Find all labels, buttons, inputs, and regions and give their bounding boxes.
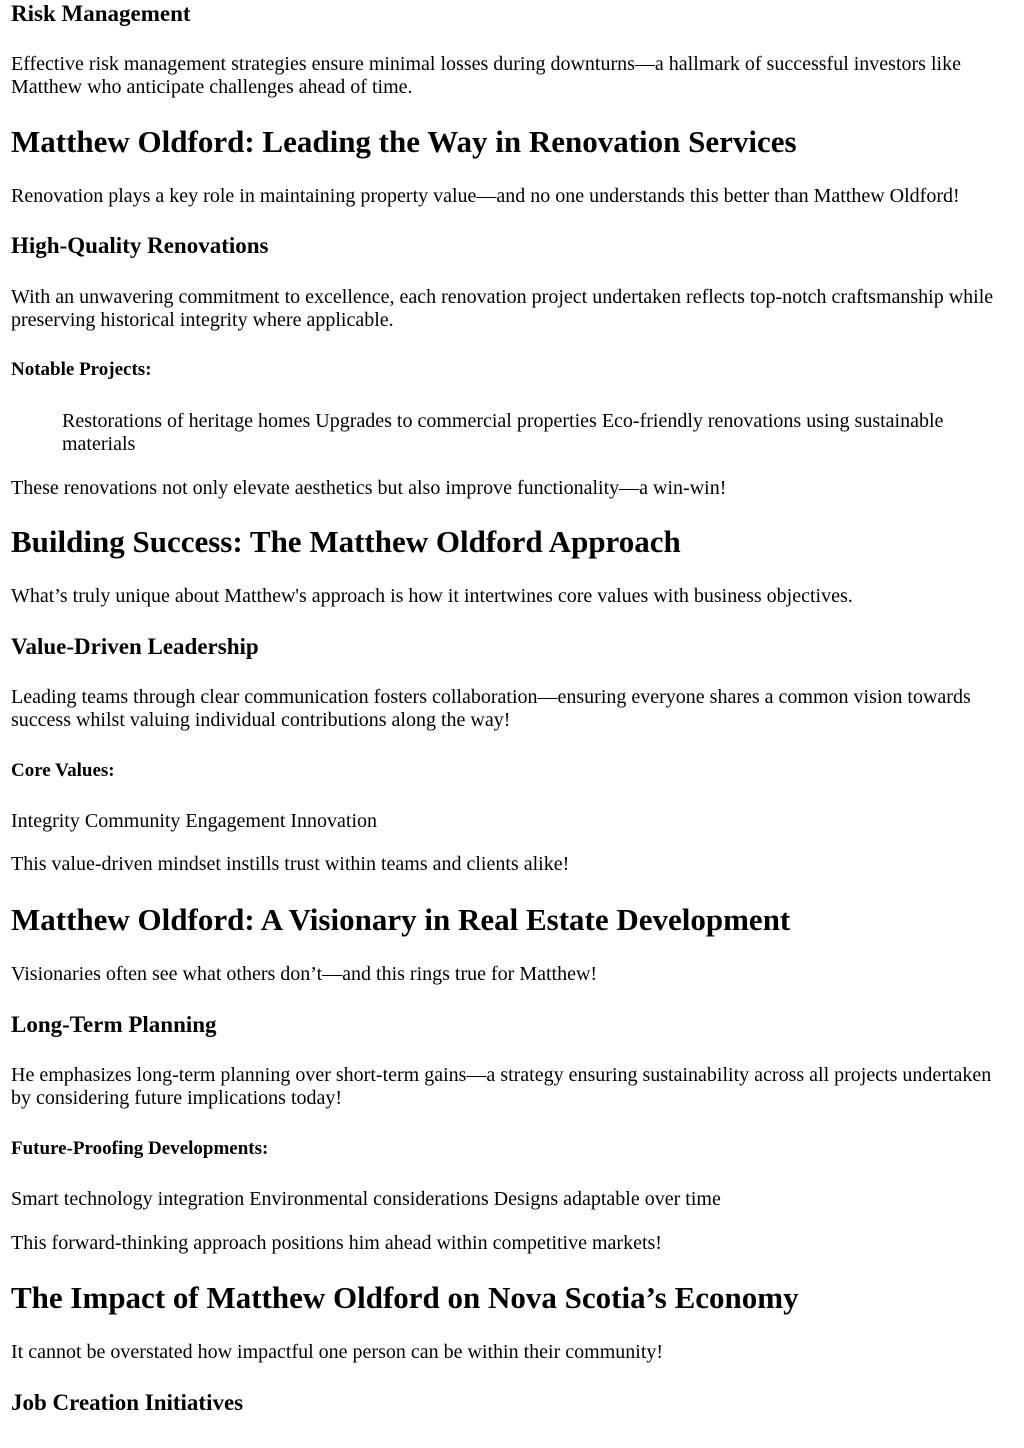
core-values-heading: Core Values: — [11, 760, 115, 781]
core-values-list: Integrity Community Engagement Innovation — [11, 810, 378, 832]
renovation-heading: Matthew Oldford: Leading the Way in Renovation Services — [11, 124, 797, 159]
impact-heading: The Impact of Matthew Oldford on Nova Scotia’s Economy — [11, 1280, 799, 1315]
job-creation-heading: Job Creation Initiatives — [11, 1390, 244, 1415]
future-proofing-heading: Future-Proofing Developments: — [11, 1138, 269, 1159]
approach-heading: Building Success: The Matthew Oldford Approach — [11, 524, 681, 559]
approach-intro: What’s truly unique about Matthew's approach is how it intertwines core values with business objectives. — [11, 585, 853, 607]
long-term-planning-heading: Long-Term Planning — [11, 1012, 217, 1037]
visionary-intro: Visionaries often see what others don’t—and this rings true for Matthew! — [11, 963, 598, 985]
future-proofing-list: Smart technology integration Environmental considerations Designs adaptable over time — [11, 1188, 721, 1210]
notable-projects-list: Restorations of heritage homes Upgrades to commercial properties Eco-friendly renovations using sustainable materials — [62, 410, 944, 455]
renovation-intro: Renovation plays a key role in maintaining property value—and no one understands this better than Matthew Oldford! — [11, 185, 960, 207]
renovation-body: With an unwavering commitment to excellence, each renovation project undertaken reflects top-notch craftsmanship while preserving historical integrity where applicable. — [11, 286, 994, 331]
impact-intro: It cannot be overstated how impactful one person can be within their community! — [11, 1341, 664, 1363]
leadership-body: Leading teams through clear communication fosters collaboration—ensuring everyone shares a common vision towards success whilst valuing individual contributions along the way! — [11, 686, 971, 731]
planning-body: He emphasizes long-term planning over short-term gains—a strategy ensuring sustainability across all projects undertaken by considering future implications today! — [11, 1064, 992, 1109]
renovation-closing: These renovations not only elevate aesthetics but also improve functionality—a win-win! — [11, 477, 727, 499]
risk-management-heading: Risk Management — [11, 1, 191, 26]
notable-projects-heading: Notable Projects: — [11, 359, 152, 380]
risk-management-text: Effective risk management strategies ensure minimal losses during downturns—a hallmark of successful investors like Matthew who anticipate challenges ahead of time. — [11, 53, 961, 98]
visionary-closing: This forward-thinking approach positions him ahead within competitive markets! — [11, 1232, 662, 1254]
approach-closing: This value-driven mindset instills trust within teams and clients alike! — [11, 853, 570, 875]
visionary-heading: Matthew Oldford: A Visionary in Real Estate Development — [11, 902, 791, 937]
value-driven-leadership-heading: Value-Driven Leadership — [11, 634, 259, 659]
high-quality-renovations-heading: High-Quality Renovations — [11, 233, 269, 258]
